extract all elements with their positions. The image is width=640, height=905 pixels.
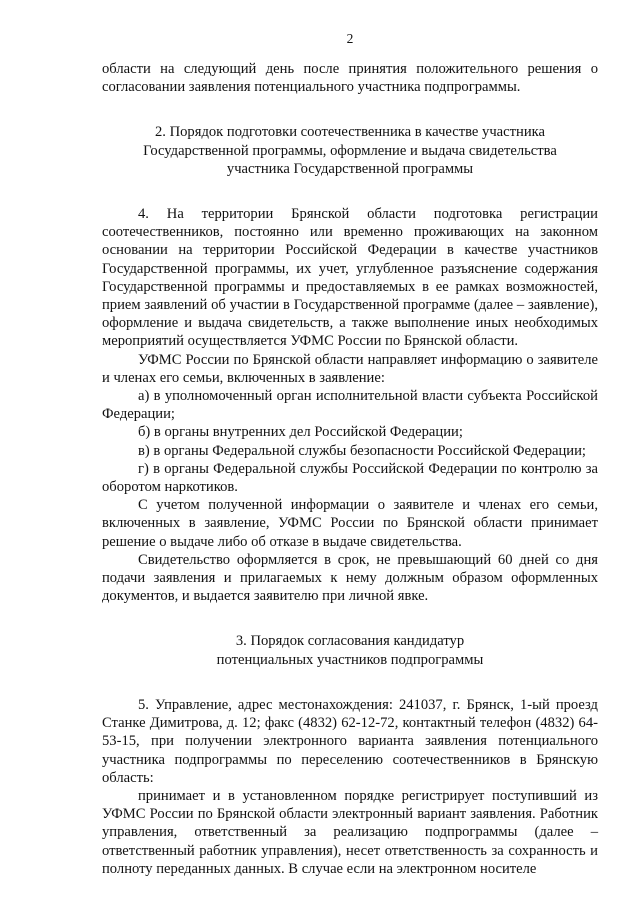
list-item-a: а) в уполномоченный орган исполнительной власти субъекта Российской Федерации; [102,388,598,423]
section-heading-2-line-2: Государственной программы, оформление и выдача свидетельства [143,142,557,159]
section-heading-2-line-3: участника Государственной программы [226,160,474,177]
list-item-v: в) в органы Федеральной службы безопасности Российской Федерации; [138,442,586,459]
list-item-g: г) в органы Федеральной службы Российской Федерации по контролю за оборотом наркотиков. [102,460,598,496]
section-heading-2 [102,123,598,178]
paragraph-5: 5. Управление, адрес местонахождения: 241037, г. Брянск, 1-ый проезд Станке Димитрова, д. 12; факс (4832) 62-12-72, контактный телефон (4832) 64-53-15, при получении электронного варианта заявления потенциального участника подпрограммы по переселению соотечественников в Брянскую область: [102,696,598,786]
paragraph-4-info: УФМС России по Брянской области направляет информацию о заявителе и членах его семьи, включенных в заявление: [102,351,598,386]
section-heading-2-line-1: 2. Порядок подготовки соотечественника в качестве участника [155,124,545,141]
section-heading-3 [102,632,598,668]
paragraph-5-registration: принимает и в установленном порядке регистрирует поступивший из УФМС России по Брянской области электронный вариант заявления. Работник управления, ответственный за реализацию подпрограммы (далее – ответственный работник управления), несет ответственность за сохранность и полноту переданных данных. В случае если на электронном носителе [102,787,598,877]
page-number: 2 [346,31,354,46]
list-item-b: б) в органы внутренних дел Российской Федерации; [138,424,463,441]
paragraph-4: 4. На территории Брянской области подготовка регистрации соотечественников, постоянно или временно проживающих на законном основании на территории Российской Федерации в качестве участников Государственной программы, их учет, углубленное разъяснение содержания Государственной программы и предоставляемых в ее рамках возможностей, прием заявлений об участии в Государственной программе (далее – заявление), оформление и выдача свидетельств, а также выполнение иных необходимых мероприятий осуществляется УФМС России по Брянской области. [102,206,598,350]
paragraph-term: Свидетельство оформляется в срок, не превышающий 60 дней со дня подачи заявления и прилагаемых к нему должным образом оформленных документов, и выдается заявителю при личной явке. [102,551,598,605]
paragraph-continuation: области на следующий день после принятия положительного решения о согласовании заявления потенциального участника подпрограммы. [102,61,598,96]
paragraph-decision: С учетом полученной информации о заявителе и членах его семьи, включенных в заявление, УФМС России по Брянской области принимает решение о выдаче либо об отказе в выдаче свидетельства. [102,497,598,550]
section-heading-3-line-2: потенциальных участников подпрограммы [216,651,484,668]
section-heading-3-line-1: 3. Порядок согласования кандидатур [235,633,465,650]
